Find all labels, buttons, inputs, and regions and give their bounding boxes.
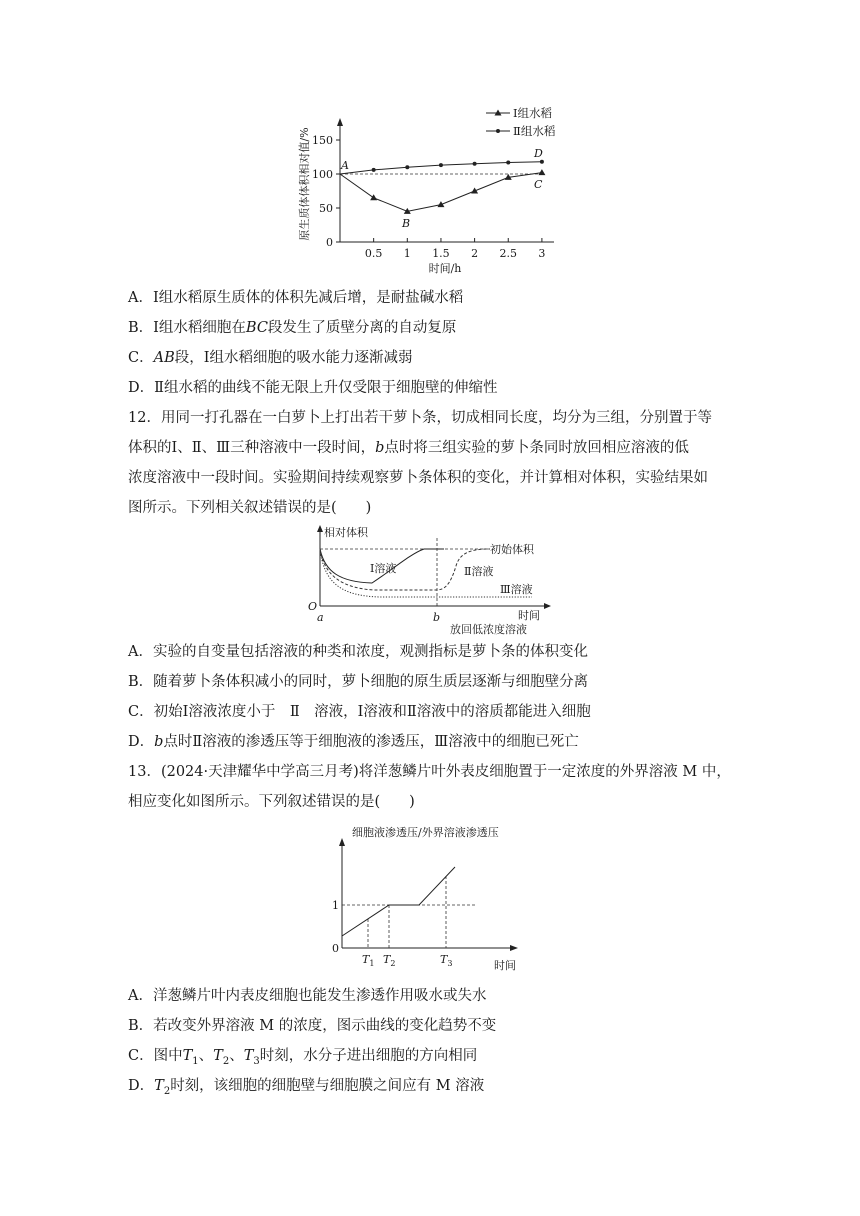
fig2-initial-volume-label: 初始体积 [490,543,534,556]
q12-d-text-2: 点时Ⅱ溶液的渗透压等于细胞液的渗透压，Ⅲ溶液中的细胞已死亡 [163,734,579,750]
fig1-y-tick-label: 50 [319,202,333,215]
fig1-label-d: D [534,147,543,160]
fig2-y-arrow [317,525,323,532]
fig1-y-arrow [337,118,343,126]
fig2-note-label: 放回低浓度溶液 [450,623,527,636]
fig3-t2-label [383,953,395,968]
q12-option-b: B．随着萝卜条体积减小的同时，萝卜细胞的原生质层逐渐与细胞壁分离 [128,674,589,690]
fig3-t3-t: T [440,953,448,966]
q13-d-sub: 2 [163,1085,171,1097]
fig3-t2-t: T [383,953,391,966]
fig1-x-ticks [365,238,546,260]
fig2-x-arrow [544,603,551,609]
q11-c-segment: AB [153,350,175,366]
fig3-t1-label [362,953,374,968]
fig2-solution-1-label: Ⅰ溶液 [370,562,397,575]
q13-stem-2: 相应变化如图所示。下列叙述错误的是( ) [128,794,415,810]
q13-c-sub2: 2 [222,1055,230,1067]
fig3-ratio-curve [342,867,455,936]
q13-d-t: T [154,1078,164,1094]
fig3-y-arrow [339,838,345,846]
q13-option-c [128,1046,477,1072]
q12-option-d [128,732,579,752]
fig1-y-ticks [312,134,340,249]
fig3-x-axis-label: 时间 [494,959,516,972]
q12-stem-2c: 点时将三组实验的萝卜条同时放回相应溶液的低 [384,440,689,456]
fig1-legend-1: Ⅰ组水稻 [513,106,553,120]
fig1-label-b: B [402,217,411,230]
fig2-solution-3-label: Ⅲ溶液 [500,583,533,596]
fig1-label-c: C [534,178,543,191]
fig3-y-axis-label: 细胞液渗透压/外界溶液渗透压 [352,826,499,839]
figure-1-chart [290,96,590,278]
fig1-point-dot [405,165,409,169]
fig1-point-dot [439,163,443,167]
fig2-origin-label: O [308,600,318,613]
q11-c-text: C． [128,350,154,366]
q11-b-text: B．Ⅰ组水稻细胞在 [128,320,246,336]
q12-option-a: A．实验的自变量包括溶液的种类和浓度，观测指标是萝卜条的体积变化 [128,644,588,660]
q13-option-b: B．若改变外界溶液 M 的浓度，图示曲线的变化趋势不变 [128,1018,497,1034]
q13-option-d [128,1076,484,1102]
fig1-x-tick-label: 0.5 [364,247,383,260]
fig1-x-tick-label: 2 [471,247,479,260]
fig1-y-tick-label: 100 [312,168,333,181]
fig3-t3-sub: 3 [447,959,453,968]
fig3-y1-label: 1 [332,899,339,912]
fig3-y0-label: 0 [332,942,339,955]
fig3-t1-sub: 1 [369,959,375,968]
fig1-point-dot [506,160,510,164]
q13-d-text: 时刻，该细胞的细胞壁与细胞膜之间应有 M 溶液 [170,1078,485,1094]
q13-c-t3: T [243,1048,254,1064]
fig1-x-tick-label: 3 [538,247,546,260]
fig1-x-axis-label: 时间/h [428,262,462,275]
q12-d-var: b [154,734,164,750]
q13-option-a: A．洋葱鳞片叶内表皮细胞也能发生渗透作用吸水或失水 [128,988,487,1004]
fig1-y-tick-label: 0 [326,236,333,249]
q13-c-t2: T [213,1048,223,1064]
fig1-point-dot [473,162,477,166]
fig1-series [340,160,545,214]
q11-option-b [128,318,456,338]
figure-3-chart [322,816,532,976]
fig3-t1-t: T [362,953,370,966]
fig1-legend-2: Ⅱ组水稻 [513,124,556,138]
q11-b-segment: BC [245,320,268,336]
q12-stem-2b: b [375,440,385,456]
fig2-y-axis-label: 相对体积 [324,526,368,539]
q12-stem-3: 浓度溶液中一段时间。实验期间持续观察萝卜条体积的变化，并计算相对体积，实验结果如 [128,470,708,486]
q12-stem-1: 12．用同一打孔器在一白萝卜上打出若干萝卜条，切成相同长度，均分为三组，分别置于等 [128,410,712,426]
fig1-point-dot [372,168,376,172]
q12-stem-4: 图所示。下列相关叙述错误的是( ) [128,500,372,516]
fig3-x-arrow [510,945,518,951]
fig3-t2-sub: 2 [390,959,396,968]
fig2-solution-2-label: Ⅱ溶液 [464,565,494,578]
q13-c-sep2: 、 [229,1048,244,1064]
q13-c-sub1: 1 [192,1055,199,1067]
q13-d-prefix: D． [128,1078,155,1094]
fig1-label-a: A [341,159,349,172]
fig1-point-triangle [370,194,377,200]
q13-c-text: C．图中 [128,1048,183,1064]
fig2-a-label: a [317,611,324,624]
q12-stem-2a: 体积的Ⅰ、Ⅱ、Ⅲ三种溶液中一段时间， [128,440,376,456]
fig1-x-tick-label: 2.5 [499,247,517,260]
q13-c-sep1: 、 [198,1048,214,1064]
q13-c-sub3: 3 [253,1055,260,1067]
q11-option-a: A．Ⅰ组水稻原生质体的体积先减后增，是耐盐碱水稻 [128,290,464,306]
q12-d-text: D． [128,734,155,750]
fig1-y-axis-label: 原生质体体积相对值/% [298,127,311,241]
fig2-b-label: b [433,611,441,624]
fig1-x-tick-label: 1.5 [432,247,450,260]
fig1-y-tick-label: 150 [312,134,333,147]
figure-2-chart [300,520,560,638]
fig1-x-tick-label: 1 [403,247,411,260]
q11-c-text-2: 段，Ⅰ组水稻细胞的吸水能力逐渐减弱 [174,350,413,366]
q13-c-text-2: 时刻，水分子进出细胞的方向相同 [259,1048,478,1064]
q11-option-c [128,348,412,368]
fig1-point-triangle [538,169,545,175]
q12-option-c: C．初始Ⅰ溶液浓度小于 Ⅱ 溶液，Ⅰ溶液和Ⅱ溶液中的溶质都能进入细胞 [128,704,591,720]
q12-stem-2 [128,438,689,458]
fig1-legend-dot-marker [496,129,500,133]
q11-option-d: D．Ⅱ组水稻的曲线不能无限上升仅受限于细胞壁的伸缩性 [128,380,498,396]
q13-c-t1: T [182,1048,193,1064]
fig1-point-dot [540,160,544,164]
fig2-x-axis-label: 时间 [518,609,540,622]
q13-stem-1: 13．(2024·天津耀华中学高三月考)将洋葱鳞片叶外表皮细胞置于一定浓度的外界溶液 M 中， [128,764,731,780]
q11-b-text-2: 段发生了质壁分离的自动复原 [267,320,457,336]
fig3-t3-label [440,953,452,968]
